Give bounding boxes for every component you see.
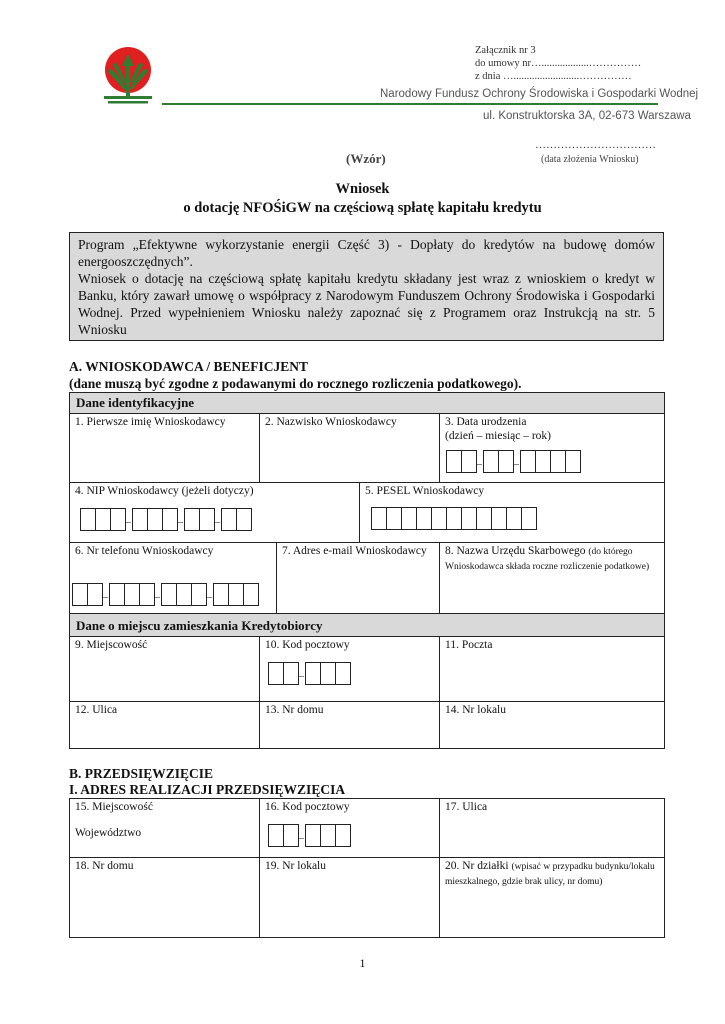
digit-box[interactable] <box>199 508 215 531</box>
separator <box>154 583 161 606</box>
digit-box[interactable] <box>283 824 299 847</box>
section-a-heading: A. WNIOSKODAWCA / BENEFICJENT <box>69 359 309 374</box>
digit-box[interactable] <box>176 583 192 606</box>
digit-box[interactable] <box>268 824 284 847</box>
field-label: 1. Pierwsze imię Wnioskodawcy <box>75 416 226 428</box>
voivodeship-label: Województwo <box>75 827 142 839</box>
digit-box[interactable] <box>80 508 96 531</box>
digit-box[interactable] <box>87 583 103 606</box>
field-label: 6. Nr telefonu Wnioskodawcy <box>75 545 214 557</box>
residence-postal-code-boxes[interactable] <box>268 662 350 685</box>
submission-date-caption: (data złożenia Wniosku) <box>541 154 639 165</box>
digit-box[interactable] <box>320 662 336 685</box>
program-info-paragraph: Program „Efektywne wykorzystanie energii Część 3) - Dopłaty do kredytów na budowę domów energooszczędnych”. <box>78 237 655 269</box>
field-label: 18. Nr domu <box>75 860 134 872</box>
digit-box[interactable] <box>371 507 387 530</box>
submission-date-placeholder[interactable]: …………………………… <box>535 139 656 151</box>
digit-box[interactable] <box>139 583 155 606</box>
field-label: 15. Miejscowość <box>75 801 153 813</box>
digit-box[interactable] <box>236 508 252 531</box>
field-label: 7. Adres e-mail Wnioskodawcy <box>282 545 427 557</box>
document-subtitle: o dotację NFOŚiGW na częściową spłatę kapitału kredytu <box>183 200 542 216</box>
digit-box[interactable] <box>305 824 321 847</box>
residence-city-field[interactable] <box>69 636 260 702</box>
field-label: 5. PESEL Wnioskodawcy <box>365 485 485 497</box>
header-divider <box>162 103 658 105</box>
separator <box>177 508 184 531</box>
digit-box[interactable] <box>483 450 499 473</box>
fund-address: ul. Konstruktorska 3A, 02-673 Warszawa <box>483 110 691 122</box>
field-label: 9. Miejscowość <box>75 639 148 651</box>
field-label: 13. Nr domu <box>265 704 324 716</box>
digit-box[interactable] <box>335 662 351 685</box>
digit-box[interactable] <box>550 450 566 473</box>
residence-apartment-number-field[interactable] <box>439 701 665 749</box>
attachment-line: Załącznik nr 3 <box>475 45 536 56</box>
email-field[interactable] <box>276 542 440 614</box>
plot-number-field[interactable] <box>439 857 665 938</box>
digit-box[interactable] <box>431 507 447 530</box>
digit-box[interactable] <box>147 508 163 531</box>
digit-box[interactable] <box>461 507 477 530</box>
digit-box[interactable] <box>320 824 336 847</box>
digit-box[interactable] <box>491 507 507 530</box>
document-title: Wniosek <box>335 181 390 197</box>
project-apartment-number-field[interactable] <box>259 857 440 938</box>
digit-box[interactable] <box>228 583 244 606</box>
project-city-field[interactable] <box>69 798 260 858</box>
digit-box[interactable] <box>268 662 284 685</box>
digit-box[interactable] <box>95 508 111 531</box>
digit-box[interactable] <box>335 824 351 847</box>
program-info-paragraph: Wniosek o dotację na częściową spłatę kapitału kredytu składany jest wraz z wnioskiem o kredyt w Banku, który zawarł umowę o współpracy z Narodowym Funduszem Ochrony Środowiska i Gospodarki Wodnej. Przed wypełnieniem Wniosku należy zapoznać się z Programem oraz Instrukcją na str. 5 Wniosku <box>78 271 655 337</box>
digit-box[interactable] <box>506 507 522 530</box>
field-hint: (dzień – miesiąc – rok) <box>445 430 552 442</box>
field-label: 10. Kod pocztowy <box>265 639 350 651</box>
separator <box>125 508 132 531</box>
digit-box[interactable] <box>461 450 477 473</box>
nfosigw-logo <box>100 46 156 108</box>
project-postal-code-boxes[interactable] <box>268 824 350 847</box>
first-name-field[interactable] <box>69 413 260 483</box>
residence-post-office-field[interactable] <box>439 636 665 702</box>
contract-date-line: z dnia ….........................…………… <box>475 71 632 82</box>
section-b-heading: B. PRZEDSIĘWZIĘCIE <box>69 766 214 781</box>
separator <box>298 824 305 847</box>
digit-box[interactable] <box>565 450 581 473</box>
field-label: 8. Nazwa Urzędu Skarbowego <box>445 545 586 557</box>
digit-box[interactable] <box>401 507 417 530</box>
field-label: 2. Nazwisko Wnioskodawcy <box>265 416 397 428</box>
separator <box>214 508 221 531</box>
digit-box[interactable] <box>520 450 536 473</box>
project-street-field[interactable] <box>439 798 665 858</box>
program-info-box <box>69 232 664 341</box>
field-label: 17. Ulica <box>445 801 488 813</box>
field-label: 19. Nr lokalu <box>265 860 327 872</box>
digit-box[interactable] <box>243 583 259 606</box>
field-hint: (do którego Wnioskodawca składa roczne rozliczenie podatkowe) <box>445 547 650 572</box>
digit-box[interactable] <box>305 662 321 685</box>
digit-box[interactable] <box>191 583 207 606</box>
pesel-boxes[interactable] <box>371 507 536 530</box>
residence-street-field[interactable] <box>69 701 260 749</box>
project-house-number-field[interactable] <box>69 857 260 938</box>
last-name-field[interactable] <box>259 413 440 483</box>
field-label: 11. Poczta <box>445 639 493 651</box>
digit-box[interactable] <box>72 583 88 606</box>
digit-box[interactable] <box>109 583 125 606</box>
section-a-subheading: (dane muszą być zgodne z podawanymi do rocznego rozliczenia podatkowego). <box>69 376 522 391</box>
digit-box[interactable] <box>521 507 537 530</box>
digit-box[interactable] <box>124 583 140 606</box>
digit-box[interactable] <box>498 450 514 473</box>
field-label: 14. Nr lokalu <box>445 704 507 716</box>
separator <box>206 583 213 606</box>
digit-box[interactable] <box>162 508 178 531</box>
field-label: 12. Ulica <box>75 704 118 716</box>
separator <box>513 450 520 473</box>
separator <box>102 583 109 606</box>
digit-box[interactable] <box>110 508 126 531</box>
digit-box[interactable] <box>161 583 177 606</box>
field-label: 3. Data urodzenia <box>445 416 527 428</box>
field-hint: (wpisać w przypadku budynku/lokalu mieszkalnego, gdzie brak ulicy, nr domu) <box>445 862 655 887</box>
page-number: 1 <box>359 956 366 970</box>
residence-header: Dane o miejscu zamieszkania Kredytobiorcy <box>69 613 665 637</box>
digit-box[interactable] <box>221 508 237 531</box>
digit-box[interactable] <box>132 508 148 531</box>
contract-number-line: do umowy nr…..................…………… <box>475 58 642 69</box>
phone-boxes[interactable] <box>72 583 258 606</box>
digit-box[interactable] <box>535 450 551 473</box>
nip-boxes[interactable] <box>80 508 251 531</box>
digit-box[interactable] <box>446 507 462 530</box>
separator <box>298 662 305 685</box>
attachment-note <box>475 44 641 83</box>
digit-box[interactable] <box>416 507 432 530</box>
residence-house-number-field[interactable] <box>259 701 440 749</box>
digit-box[interactable] <box>213 583 229 606</box>
field-label: 20. Nr działki <box>445 860 509 872</box>
template-label: (Wzór) <box>346 151 386 166</box>
section-b-subheading: I. ADRES REALIZACJI PRZEDSIĘWZIĘCIA <box>69 782 346 797</box>
identification-header: Dane identyfikacyjne <box>69 392 665 414</box>
field-label: 16. Kod pocztowy <box>265 801 350 813</box>
birth-date-boxes[interactable] <box>446 450 580 473</box>
digit-box[interactable] <box>283 662 299 685</box>
digit-box[interactable] <box>386 507 402 530</box>
separator <box>476 450 483 473</box>
tax-office-field[interactable] <box>439 542 665 614</box>
digit-box[interactable] <box>184 508 200 531</box>
field-label: 4. NIP Wnioskodawcy (jeżeli dotyczy) <box>75 485 254 497</box>
digit-box[interactable] <box>476 507 492 530</box>
fund-name: Narodowy Fundusz Ochrony Środowiska i Gospodarki Wodnej <box>380 88 699 100</box>
digit-box[interactable] <box>446 450 462 473</box>
